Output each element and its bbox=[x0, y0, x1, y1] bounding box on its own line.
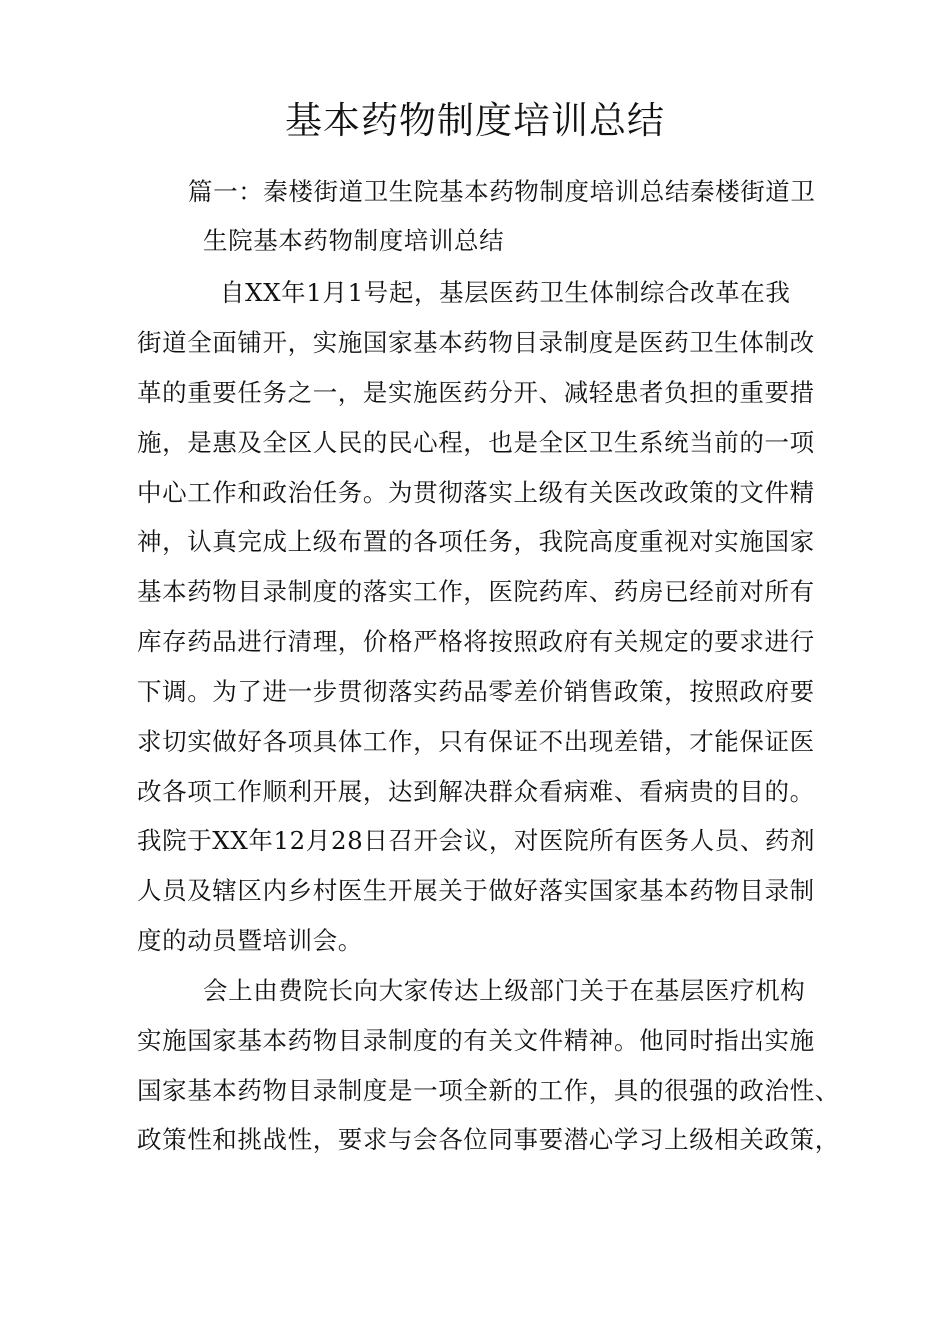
paragraph2-line-3: 国家基本药物目录制度是一项全新的工作，具的很强的政治性、 bbox=[137, 1076, 840, 1105]
paragraph1-line-3: 革的重要任务之一，是实施医药分开、减轻患者负担的重要措 bbox=[137, 378, 815, 407]
paragraph1-line-2: 街道全面铺开，实施国家基本药物目录制度是医药卫生体制改 bbox=[137, 328, 815, 357]
paragraph2-line-4: 政策性和挑战性，要求与会各位同事要潜心学习上级相关政策， bbox=[137, 1125, 840, 1154]
paragraph1-line-7: 基本药物目录制度的落实工作，医院药库、药房已经前对所有 bbox=[137, 577, 815, 606]
paragraph1-line-12: 我院于XX年12月28日召开会议，对医院所有医务人员、药剂 bbox=[137, 826, 816, 855]
paragraph2-line-1: 会上由费院长向大家传达上级部门关于在基层医疗机构 bbox=[203, 976, 806, 1005]
paragraph1-line-4: 施，是惠及全区人民的民心程，也是全区卫生系统当前的一项 bbox=[137, 428, 815, 457]
heading-line-1: 篇一：秦楼街道卫生院基本药物制度培训总结秦楼街道卫 bbox=[188, 177, 816, 206]
paragraph1-line-14: 度的动员暨培训会。 bbox=[137, 926, 363, 955]
paragraph1-line-13: 人员及辖区内乡村医生开展关于做好落实国家基本药物目录制 bbox=[137, 876, 815, 905]
paragraph1-line-10: 求切实做好各项具体工作，只有保证不出现差错，才能保证医 bbox=[137, 727, 815, 756]
heading-line-2: 生院基本药物制度培训总结 bbox=[203, 226, 505, 255]
paragraph1-line-11: 改各项工作顺利开展，达到解决群众看病难、看病贵的目的。 bbox=[137, 777, 815, 806]
document-title: 基本药物制度培训总结 bbox=[285, 99, 665, 142]
paragraph1-line-6: 神，认真完成上级布置的各项任务，我院高度重视对实施国家 bbox=[137, 527, 815, 556]
paragraph1-line-5: 中心工作和政治任务。为贯彻落实上级有关医改政策的文件精 bbox=[137, 478, 815, 507]
paragraph1-line-8: 库存药品进行清理，价格严格将按照政府有关规定的要求进行 bbox=[137, 627, 815, 656]
paragraph2-line-2: 实施国家基本药物目录制度的有关文件精神。他同时指出实施 bbox=[137, 1026, 815, 1055]
paragraph1-line-9: 下调。为了进一步贯彻落实药品零差价销售政策，按照政府要 bbox=[137, 677, 815, 706]
paragraph1-line-1: 自XX年1月1号起，基层医药卫生体制综合改革在我 bbox=[220, 278, 791, 307]
